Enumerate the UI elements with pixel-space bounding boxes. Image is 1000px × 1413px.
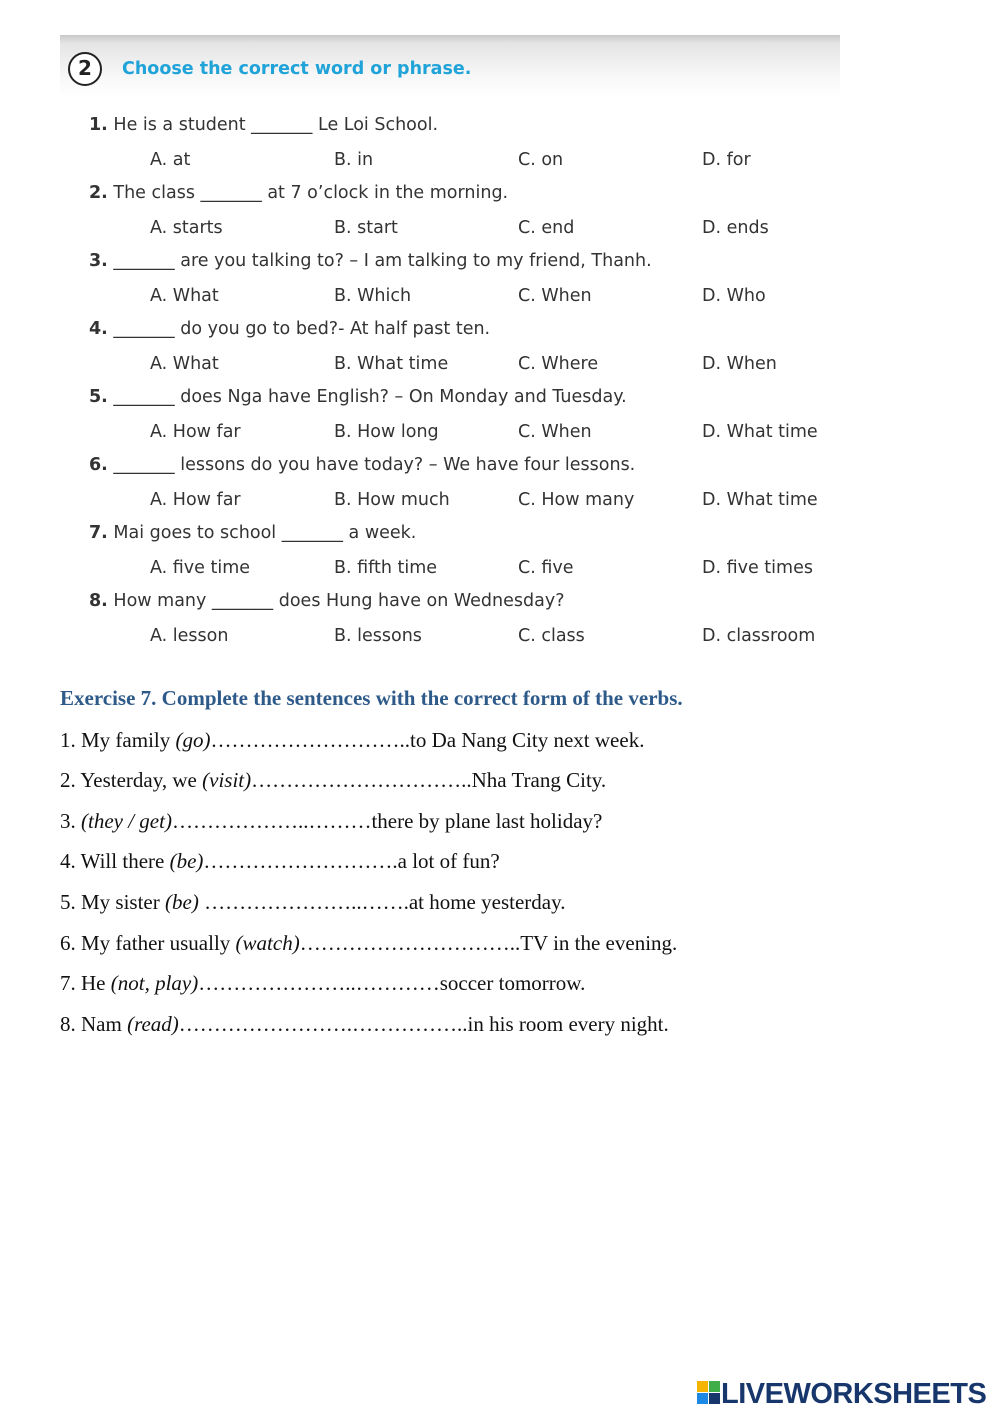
option-d[interactable]: D. Who bbox=[702, 286, 766, 306]
option-d[interactable]: D. for bbox=[702, 150, 751, 170]
option-b[interactable]: B. lessons bbox=[334, 626, 422, 646]
verb-hint: (they / get) bbox=[81, 809, 172, 833]
exercise-2-header bbox=[60, 35, 840, 97]
sentence-start: 3. bbox=[60, 809, 81, 833]
question-number: 1. bbox=[89, 115, 108, 135]
option-d[interactable]: D. classroom bbox=[702, 626, 816, 646]
question-text: _______ are you talking to? – I am talking to my friend, Thanh. bbox=[113, 251, 652, 271]
option-c[interactable]: C. on bbox=[518, 150, 564, 170]
logo-text: LIVEWORKSHEETS bbox=[721, 1378, 987, 1410]
option-c[interactable]: C. When bbox=[518, 422, 592, 442]
option-a[interactable]: A. What bbox=[150, 286, 219, 306]
question-number: 2. bbox=[89, 183, 108, 203]
option-a[interactable]: A. How far bbox=[150, 422, 241, 442]
sentence-7[interactable] bbox=[60, 971, 585, 996]
verb-hint: (visit) bbox=[202, 768, 252, 792]
sentence-3[interactable] bbox=[60, 809, 602, 834]
option-c[interactable]: C. class bbox=[518, 626, 585, 646]
sentence-end: …………………..…………soccer tomorrow. bbox=[198, 971, 586, 995]
question-3 bbox=[89, 251, 652, 275]
sentence-start: 1. My family bbox=[60, 728, 176, 752]
question-text: _______ does Nga have English? – On Monday and Tuesday. bbox=[113, 387, 627, 407]
sentence-6[interactable] bbox=[60, 931, 677, 956]
question-6 bbox=[89, 455, 635, 479]
logo-mark-icon bbox=[697, 1381, 721, 1405]
option-b[interactable]: B. How much bbox=[334, 490, 450, 510]
option-d[interactable]: D. five times bbox=[702, 558, 813, 578]
sentence-start: 6. My father usually bbox=[60, 931, 236, 955]
option-c[interactable]: C. end bbox=[518, 218, 575, 238]
sentence-end: …………………….……………..in his room every night. bbox=[178, 1012, 669, 1036]
sentence-2[interactable] bbox=[60, 768, 606, 793]
verb-hint: (read) bbox=[127, 1012, 179, 1036]
option-b[interactable]: B. start bbox=[334, 218, 398, 238]
option-a[interactable]: A. at bbox=[150, 150, 191, 170]
exercise-number-badge: 2 bbox=[68, 52, 102, 86]
question-number: 8. bbox=[89, 591, 108, 611]
verb-hint: (be) bbox=[169, 849, 204, 873]
question-1 bbox=[89, 115, 438, 139]
sentence-end: ………………..………there by plane last holiday? bbox=[171, 809, 603, 833]
option-d[interactable]: D. What time bbox=[702, 490, 818, 510]
option-a[interactable]: A. starts bbox=[150, 218, 223, 238]
sentence-end: ……………………….a lot of fun? bbox=[203, 849, 500, 873]
sentence-start: 5. My sister bbox=[60, 890, 165, 914]
option-b[interactable]: B. How long bbox=[334, 422, 439, 442]
question-8 bbox=[89, 591, 564, 615]
option-b[interactable]: B. Which bbox=[334, 286, 412, 306]
option-d[interactable]: D. What time bbox=[702, 422, 818, 442]
option-a[interactable]: A. What bbox=[150, 354, 219, 374]
question-7 bbox=[89, 523, 416, 547]
option-b[interactable]: B. in bbox=[334, 150, 374, 170]
question-text: The class _______ at 7 o’clock in the morning. bbox=[113, 183, 509, 203]
question-number: 6. bbox=[89, 455, 108, 475]
question-5 bbox=[89, 387, 627, 411]
option-c[interactable]: C. How many bbox=[518, 490, 635, 510]
verb-hint: (go) bbox=[175, 728, 211, 752]
sentence-1[interactable] bbox=[60, 728, 644, 753]
option-a[interactable]: A. lesson bbox=[150, 626, 229, 646]
question-text: _______ lessons do you have today? – We have four lessons. bbox=[113, 455, 636, 475]
option-d[interactable]: D. ends bbox=[702, 218, 769, 238]
sentence-start: 2. Yesterday, we bbox=[60, 768, 203, 792]
option-b[interactable]: B. fifth time bbox=[334, 558, 438, 578]
verb-hint: (not, play) bbox=[110, 971, 199, 995]
question-number: 5. bbox=[89, 387, 108, 407]
sentence-start: 4. Will there bbox=[60, 849, 170, 873]
question-text: Mai goes to school _______ a week. bbox=[113, 523, 417, 543]
question-number: 7. bbox=[89, 523, 108, 543]
exercise-7-title: Exercise 7. Complete the sentences with the correct form of the verbs. bbox=[60, 686, 683, 710]
sentence-end: ………………………..to Da Nang City next week. bbox=[210, 728, 645, 752]
question-number: 3. bbox=[89, 251, 108, 271]
question-text: He is a student _______ Le Loi School. bbox=[113, 115, 439, 135]
option-a[interactable]: A. How far bbox=[150, 490, 241, 510]
sentence-start: 7. He bbox=[60, 971, 111, 995]
option-d[interactable]: D. When bbox=[702, 354, 777, 374]
option-a[interactable]: A. five time bbox=[150, 558, 251, 578]
question-4 bbox=[89, 319, 490, 343]
sentence-end: …………………..…….at home yesterday. bbox=[198, 890, 566, 914]
verb-hint: (be) bbox=[165, 890, 199, 914]
sentence-end: …………………………..TV in the evening. bbox=[299, 931, 678, 955]
verb-hint: (watch) bbox=[235, 931, 300, 955]
sentence-start: 8. Nam bbox=[60, 1012, 128, 1036]
sentence-5[interactable] bbox=[60, 890, 565, 915]
question-2 bbox=[89, 183, 508, 207]
question-number: 4. bbox=[89, 319, 108, 339]
option-c[interactable]: C. five bbox=[518, 558, 574, 578]
exercise-2-section bbox=[60, 35, 840, 663]
question-text: How many _______ does Hung have on Wednesday? bbox=[113, 591, 565, 611]
option-c[interactable]: C. When bbox=[518, 286, 592, 306]
option-b[interactable]: B. What time bbox=[334, 354, 449, 374]
question-text: _______ do you go to bed?- At half past ten. bbox=[113, 319, 491, 339]
sentence-8[interactable] bbox=[60, 1012, 669, 1037]
option-c[interactable]: C. Where bbox=[518, 354, 599, 374]
sentence-end: …………………………..Nha Trang City. bbox=[251, 768, 607, 792]
sentence-4[interactable] bbox=[60, 849, 500, 874]
exercise-2-title: Choose the correct word or phrase. bbox=[122, 59, 472, 79]
